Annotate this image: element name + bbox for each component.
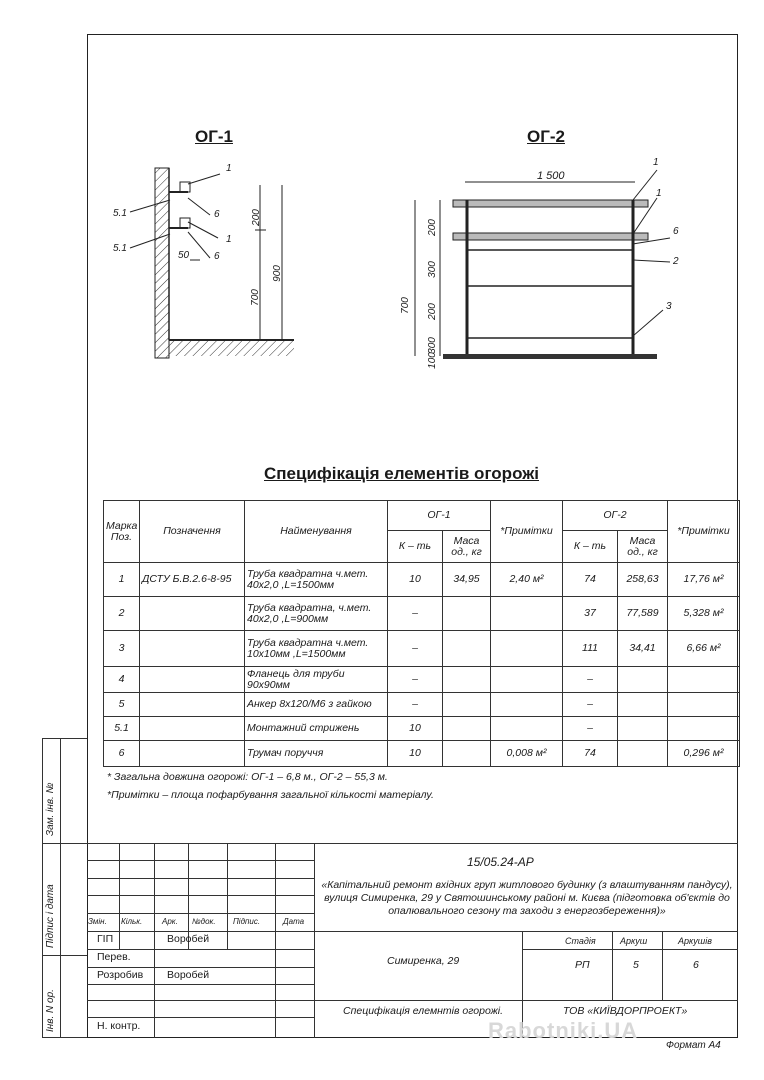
header-og2: ОГ-2 (563, 501, 668, 531)
cell-mass-1: 34,95 (443, 563, 491, 597)
cell-name: Анкер 8х120/М6 з гайкою (245, 693, 388, 717)
og2-dim-width: 1 500 (537, 170, 565, 182)
cell-qty-1: – (388, 597, 443, 631)
cell-notes-1 (491, 667, 563, 693)
header-notes-1: *Примітки (491, 501, 563, 563)
col-head-ark: Арк. (162, 917, 178, 926)
cell-name: Монтажний стрижень (245, 717, 388, 741)
sheets-head: Аркушів (678, 936, 712, 946)
cell-designation (140, 717, 245, 741)
og1-callout-51b: 5.1 (113, 243, 127, 254)
cell-mark: 4 (104, 667, 140, 693)
og2-dim-left-2: 200 (426, 303, 438, 320)
side-inv-orig: Інв. N ор. (45, 989, 56, 1032)
cell-designation (140, 667, 245, 693)
cell-qty-2: 37 (563, 597, 618, 631)
cell-mass-1 (443, 667, 491, 693)
cell-qty-2: 74 (563, 563, 618, 597)
header-qty-1: К – ть (388, 531, 443, 563)
og1-dim-200: 200 (250, 209, 262, 226)
cell-qty-1: 10 (388, 717, 443, 741)
cell-notes-1 (491, 717, 563, 741)
cell-mass-2 (618, 667, 668, 693)
og2-callout-6: 6 (673, 226, 679, 237)
og1-title: ОГ-1 (195, 127, 233, 146)
og1-dim-900: 900 (271, 265, 283, 282)
cell-mass-2: 258,63 (618, 563, 668, 597)
title-block (87, 843, 738, 1038)
header-designation: Позначення (140, 501, 245, 563)
cell-notes-2: 0,296 м² (668, 741, 740, 767)
cell-qty-2: 111 (563, 631, 618, 667)
cell-name: Труба квадратна, ч.мет. 40х2,0 ,L=900мм (245, 597, 388, 631)
cell-qty-1: – (388, 667, 443, 693)
og1-callout-51a: 5.1 (113, 208, 127, 219)
table-row (104, 717, 740, 741)
cell-qty-1: – (388, 631, 443, 667)
cell-mass-1 (443, 717, 491, 741)
cell-name: Труба квадратна ч.мет. 10х10мм ,L=1500мм (245, 631, 388, 667)
cell-designation (140, 741, 245, 767)
cell-mark: 6 (104, 741, 140, 767)
cell-qty-1: – (388, 693, 443, 717)
cell-notes-2: 6,66 м² (668, 631, 740, 667)
spec-note-length: * Загальна довжина огорожі: ОГ-1 – 6,8 м., ОГ-2 – 55,3 м. (107, 771, 388, 783)
cell-mark: 2 (104, 597, 140, 631)
header-qty-2: К – ть (563, 531, 618, 563)
name-gip: Воробей (167, 933, 210, 945)
og1-callout-6a: 6 (214, 209, 220, 220)
table-row (104, 597, 740, 631)
header-mass-1: Маса од., кг (443, 531, 491, 563)
og2-callout-3: 3 (666, 301, 672, 312)
col-head-kilk: Кільк. (121, 917, 143, 926)
cell-mass-1 (443, 693, 491, 717)
header-mass-2: Маса од., кг (618, 531, 668, 563)
og1-dim-50: 50 (178, 250, 190, 261)
spec-table (103, 500, 740, 767)
header-name: Найменування (245, 501, 388, 563)
og1-callout-1b: 1 (226, 234, 232, 245)
og2-callout-1b: 1 (656, 188, 662, 199)
table-row (104, 631, 740, 667)
cell-qty-1: 10 (388, 741, 443, 767)
cell-notes-2 (668, 667, 740, 693)
cell-notes-1: 0,008 м² (491, 741, 563, 767)
sheet-head: Аркуш (620, 936, 648, 946)
sheet-value: 5 (633, 959, 639, 971)
spec-title: Специфікація елементів огорожі (264, 464, 540, 483)
role-perev: Перев. (97, 951, 131, 963)
col-head-date: Дата (283, 917, 305, 926)
company-name: ТОВ «КИЇВДОРПРОЕКТ» (563, 1005, 688, 1017)
object-name: Симиренка, 29 (387, 955, 460, 967)
stage-value: РП (575, 959, 590, 971)
cell-mass-1 (443, 631, 491, 667)
og2-dim-left-4: 100 (426, 352, 438, 369)
doc-title: Специфікація елемнтів огорожі. (343, 1005, 504, 1017)
cell-mass-2 (618, 717, 668, 741)
sheets-value: 6 (693, 959, 699, 971)
project-name: «Капітальний ремонт вхідних груп житлового будинку (з влаштуванням пандусу), вулиця Симиренка, 29 у Святошинському районі м. Києва (підготовка об'єктів до опалювального сезону та заходи з енергозбереження)» (321, 879, 733, 917)
cell-mass-2: 34,41 (618, 631, 668, 667)
cell-notes-1 (491, 693, 563, 717)
spec-note-paint: *Примітки – площа пофарбування загальної кількості матеріалу. (107, 789, 434, 801)
role-gip: ГІП (97, 933, 114, 945)
cell-mark: 3 (104, 631, 140, 667)
cell-name: Труба квадратна ч.мет. 40х2,0 ,L=1500мм (245, 563, 388, 597)
cell-designation: ДСТУ Б.В.2.6-8-95 (140, 563, 245, 597)
cell-designation (140, 631, 245, 667)
cell-notes-1: 2,40 м² (491, 563, 563, 597)
cell-mark: 1 (104, 563, 140, 597)
col-head-zmin: Змін. (88, 917, 107, 926)
cell-qty-2: – (563, 693, 618, 717)
watermark: Rabotniki.UA (488, 1018, 639, 1043)
cell-designation (140, 597, 245, 631)
doc-code: 15/05.24-АР (467, 855, 534, 869)
role-nkontr: Н. контр. (97, 1020, 141, 1032)
header-notes-2: *Примітки (668, 501, 740, 563)
cell-notes-1 (491, 631, 563, 667)
side-sign-date: Підпис і дата (45, 884, 56, 948)
cell-qty-2: – (563, 667, 618, 693)
cell-notes-2: 5,328 м² (668, 597, 740, 631)
og2-title: ОГ-2 (527, 127, 565, 146)
cell-mass-1 (443, 741, 491, 767)
cell-notes-1 (491, 597, 563, 631)
og2-drawing (395, 160, 695, 370)
cell-qty-2: – (563, 717, 618, 741)
table-row (104, 667, 740, 693)
og2-dim-700: 700 (399, 297, 411, 314)
cell-mark: 5 (104, 693, 140, 717)
format-label: Формат А4 (666, 1040, 721, 1051)
role-rozrobyv: Розробив (97, 969, 144, 981)
side-inv-zam: Зам. інв. № (45, 782, 56, 836)
table-row (104, 693, 740, 717)
cell-mass-2 (618, 741, 668, 767)
og2-callout-1a: 1 (653, 157, 659, 168)
name-rozrobyv: Воробей (167, 969, 210, 981)
cell-notes-2: 17,76 м² (668, 563, 740, 597)
cell-mass-1 (443, 597, 491, 631)
cell-name: Фланець для труби 90х90мм (245, 667, 388, 693)
cell-name: Трумач поруччя (245, 741, 388, 767)
stage-head: Стадія (565, 936, 596, 946)
cell-qty-1: 10 (388, 563, 443, 597)
table-row (104, 563, 740, 597)
col-head-ndoc: №док. (192, 917, 216, 926)
cell-notes-2 (668, 693, 740, 717)
og2-callout-2: 2 (673, 256, 679, 267)
og2-dim-left-3: 300 (426, 337, 438, 354)
og1-dim-700: 700 (249, 289, 261, 306)
cell-mark: 5.1 (104, 717, 140, 741)
header-mark: Марка Поз. (104, 501, 140, 563)
cell-mass-2: 77,589 (618, 597, 668, 631)
cell-qty-2: 74 (563, 741, 618, 767)
header-og1: ОГ-1 (388, 501, 491, 531)
table-row (104, 741, 740, 767)
cell-notes-2 (668, 717, 740, 741)
col-head-sign: Підпис. (233, 917, 261, 926)
og2-dim-left-1: 300 (426, 261, 438, 278)
og1-callout-1a: 1 (226, 163, 232, 174)
og1-callout-6b: 6 (214, 251, 220, 262)
cell-designation (140, 693, 245, 717)
cell-mass-2 (618, 693, 668, 717)
og2-dim-left-0: 200 (426, 219, 438, 236)
